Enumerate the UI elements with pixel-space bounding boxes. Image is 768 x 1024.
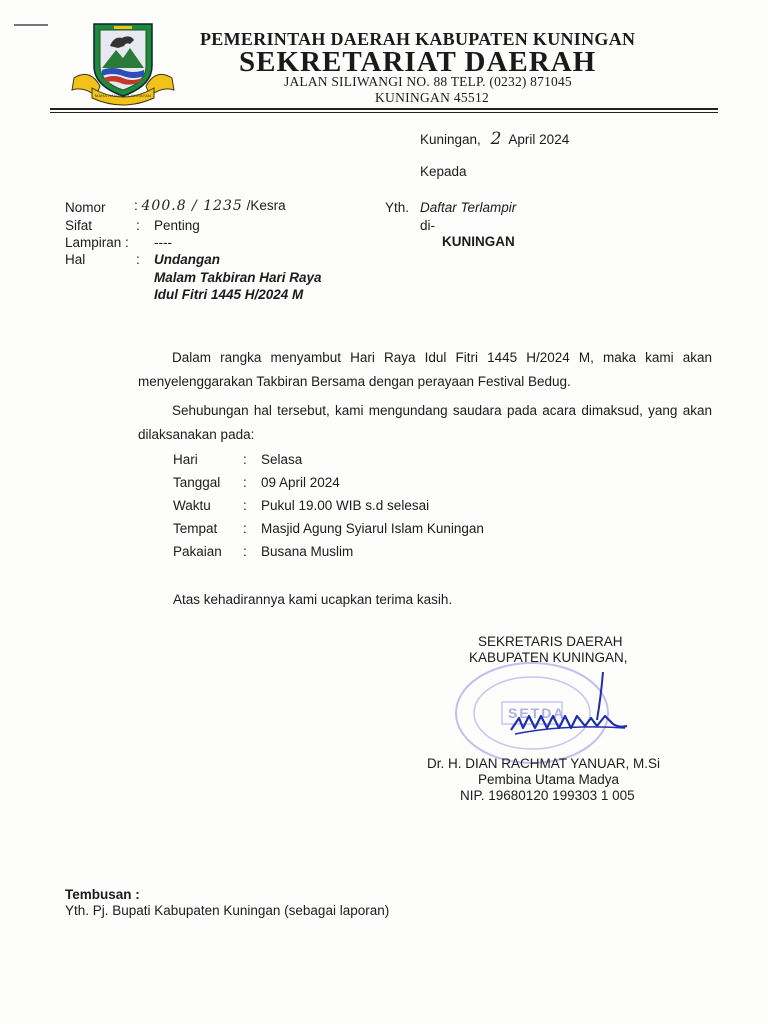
detail-row (173, 544, 484, 567)
detail-colon: : (243, 475, 247, 490)
logo-motto: MAHA KANAMAN AMRAYAN (94, 93, 152, 98)
signature-title-2: KABUPATEN KUNINGAN, (469, 650, 628, 665)
government-title: PEMERINTAH DAERAH KABUPATEN KUNINGAN (200, 29, 636, 49)
nomor-label: Nomor (65, 200, 106, 215)
detail-colon: : (243, 521, 247, 536)
detail-value: Masjid Agung Syiarul Islam Kuningan (261, 521, 484, 536)
detail-label: Tanggal (173, 475, 221, 490)
office-city: KUNINGAN 45512 (375, 90, 490, 105)
signatory-rank: Pembina Utama Madya (478, 772, 620, 787)
lampiran-label: Lampiran : (65, 235, 129, 250)
sifat-label: Sifat (65, 218, 93, 233)
detail-colon: : (243, 452, 247, 467)
di-label: di- (420, 218, 436, 233)
header-rule-thin (50, 112, 718, 113)
stamp-text: SETDA (508, 705, 566, 721)
hal-line-3: Idul Fitri 1445 H/2024 M (154, 287, 304, 302)
letter-date (420, 131, 569, 148)
cc-label: Tembusan : (65, 887, 140, 902)
detail-value: 09 April 2024 (261, 475, 340, 490)
signatory-nip: NIP. 19680120 199303 1 005 (460, 788, 635, 803)
recipient-city: KUNINGAN (442, 234, 515, 249)
detail-label: Pakaian (173, 544, 222, 559)
header-rule-thick (50, 108, 718, 110)
para1-text: Dalam rangka menyambut Hari Raya Idul Fitri 1445 H/2024 M, maka kami akan menyelenggarakan Takbiran Bersama dengan perayaan Festival Bedug. (138, 350, 712, 389)
detail-colon: : (243, 544, 247, 559)
nomor-suffix: /Kesra (246, 198, 286, 213)
hal-line-2: Malam Takbiran Hari Raya (154, 270, 322, 285)
yth-value: Daftar Terlampir (420, 200, 517, 215)
hal-label: Hal (65, 252, 86, 267)
detail-row (173, 452, 484, 475)
signature-title-1: SEKRETARIS DAERAH (478, 634, 623, 649)
hal-line-1: Undangan (154, 252, 220, 267)
closing-text: Atas kehadirannya kami ucapkan terima kasih. (173, 592, 453, 607)
nomor-value (134, 198, 286, 214)
scan-mark (14, 24, 48, 26)
sifat-colon: : (136, 218, 140, 233)
date-place: Kuningan, (420, 132, 481, 147)
signatory-name: Dr. H. DIAN RACHMAT YANUAR, M.Si (427, 756, 661, 771)
sifat-value: Penting (154, 218, 200, 233)
handwritten-signature (505, 668, 635, 748)
hal-colon: : (136, 252, 140, 267)
detail-label: Hari (173, 452, 198, 467)
detail-row (173, 498, 484, 521)
cc-line-1: Yth. Pj. Bupati Kabupaten Kuningan (sebagai laporan) (65, 903, 390, 918)
office-address: JALAN SILIWANGI NO. 88 TELP. (0232) 871045 (284, 74, 572, 89)
para2-text: Sehubungan hal tersebut, kami mengundang saudara pada acara dimaksud, yang akan dilaksanakan pada: (138, 403, 712, 442)
event-details (173, 452, 484, 567)
date-day-handwritten: 2 (490, 129, 502, 149)
lampiran-value: ---- (154, 235, 172, 250)
detail-value: Pukul 19.00 WIB s.d selesai (261, 498, 430, 513)
office-title: SEKRETARIAT DAERAH (239, 46, 597, 78)
kepada-label: Kepada (420, 164, 467, 179)
detail-value: Busana Muslim (261, 544, 354, 559)
detail-value: Selasa (261, 452, 303, 467)
detail-row (173, 521, 484, 544)
nomor-handwritten: 400.8 / 1235 (141, 198, 243, 214)
date-month-year: April 2024 (508, 132, 570, 147)
detail-colon: : (243, 498, 247, 513)
detail-label: Tempat (173, 521, 218, 536)
detail-row (173, 475, 484, 498)
body-paragraph-1 (138, 346, 712, 394)
nomor-colon: : (134, 198, 142, 213)
detail-label: Waktu (173, 498, 211, 513)
yth-label: Yth. (385, 200, 410, 215)
body-paragraph-2 (138, 399, 712, 447)
